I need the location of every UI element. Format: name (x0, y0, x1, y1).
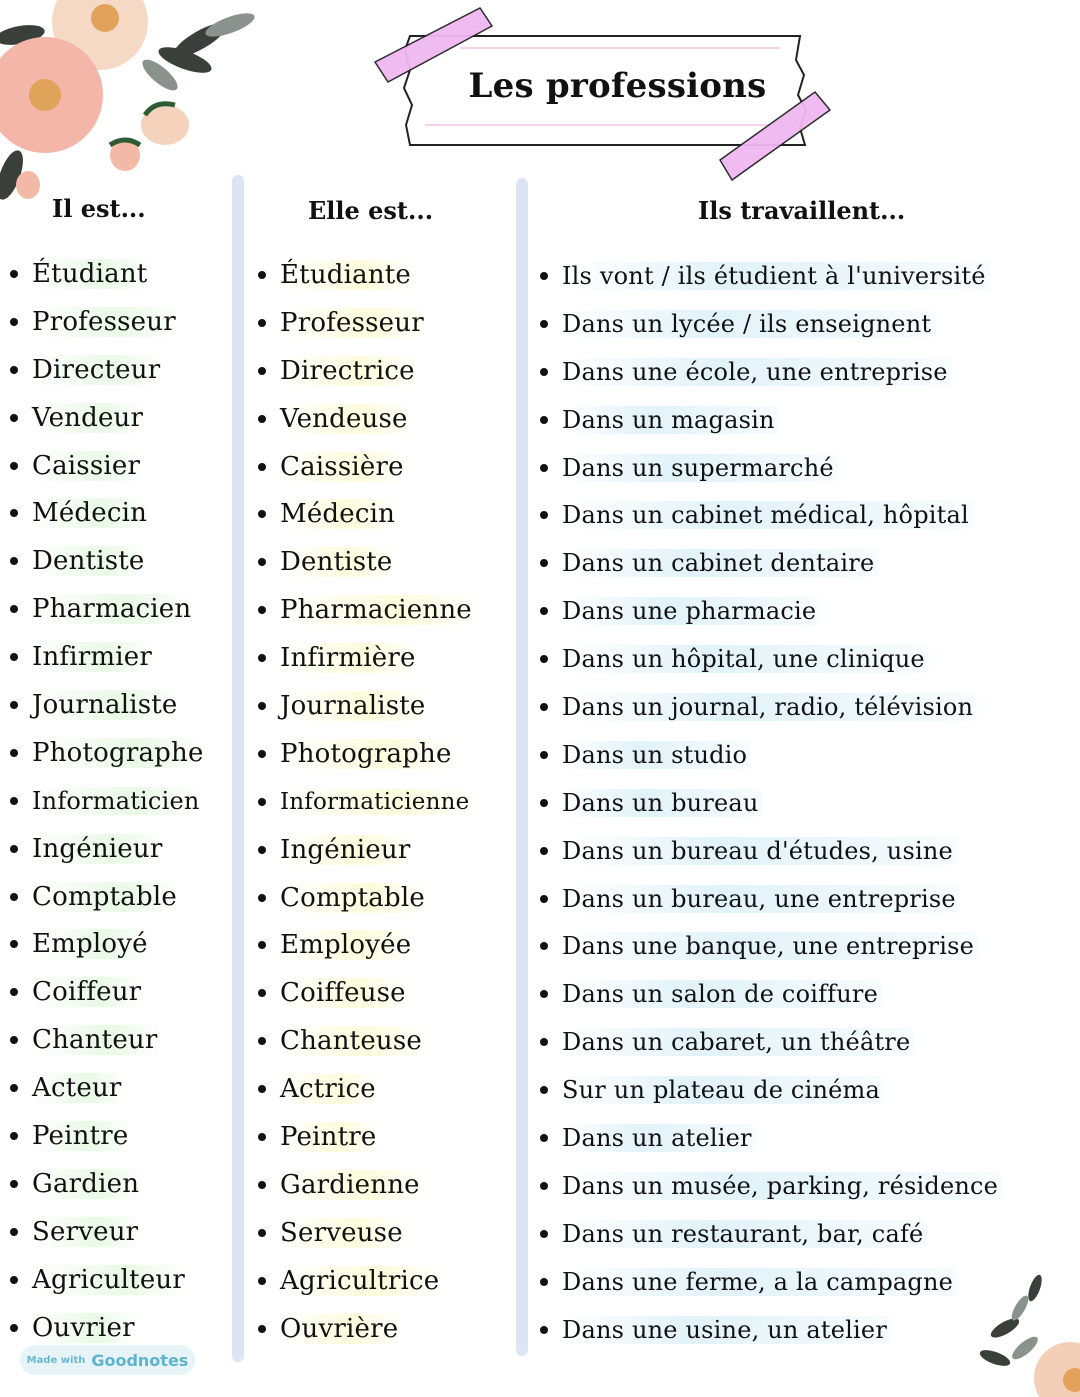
workplace-list (540, 252, 1002, 1353)
bullet-icon (10, 893, 18, 901)
list-item: Informaticien (10, 777, 208, 825)
list-item: Dentiste (258, 538, 476, 586)
list-item: Comptable (258, 874, 476, 922)
list-item: Journaliste (10, 681, 208, 729)
bullet-icon (540, 655, 548, 663)
bullet-icon (10, 701, 18, 709)
bullet-icon (258, 1133, 266, 1141)
list-item: Coiffeur (10, 968, 208, 1016)
bullet-icon (258, 463, 266, 471)
list-item: Étudiante (258, 251, 476, 299)
list-item: Dans un journal, radio, télévision (540, 683, 1002, 731)
bullet-icon (540, 464, 548, 472)
column-header-feminine: Elle est... (308, 196, 434, 225)
list-item: Ingénieur (10, 825, 208, 873)
list-item: Pharmacien (10, 585, 208, 633)
list-item: Gardien (10, 1160, 208, 1208)
bullet-icon (540, 847, 548, 855)
list-item: Infirmière (258, 634, 476, 682)
bullet-icon (540, 607, 548, 615)
bullet-icon (540, 368, 548, 376)
bullet-icon (540, 799, 548, 807)
bullet-icon (258, 1229, 266, 1237)
list-item: Journaliste (258, 682, 476, 730)
list-item: Comptable (10, 873, 208, 921)
bullet-icon (540, 320, 548, 328)
bullet-icon (258, 798, 266, 806)
bullet-icon (10, 653, 18, 661)
bullet-icon (258, 750, 266, 758)
list-item: Serveur (10, 1208, 208, 1256)
list-item: Coiffeuse (258, 969, 476, 1017)
list-item: Professeur (258, 299, 476, 347)
bullet-icon (258, 1325, 266, 1333)
list-item: Agricultrice (258, 1257, 476, 1305)
bullet-icon (540, 511, 548, 519)
made-with-goodnotes-badge (20, 1345, 195, 1375)
list-item: Agriculteur (10, 1256, 208, 1304)
list-item: Dans un musée, parking, résidence (540, 1162, 1002, 1210)
bullet-icon (258, 1181, 266, 1189)
list-item: Dans une usine, un atelier (540, 1306, 1002, 1354)
list-item: Dans un lycée / ils enseignent (540, 300, 1002, 348)
bullet-icon (258, 1037, 266, 1045)
list-item: Dans une école, une entreprise (540, 348, 1002, 396)
bullet-icon (10, 797, 18, 805)
list-item: Dans une pharmacie (540, 587, 1002, 635)
list-item: Dans un bureau (540, 779, 1002, 827)
bullet-icon (10, 318, 18, 326)
list-item: Acteur (10, 1064, 208, 1112)
bullet-icon (540, 942, 548, 950)
bullet-icon (258, 415, 266, 423)
bullet-icon (258, 367, 266, 375)
list-item: Vendeur (10, 394, 208, 442)
list-item: Photographe (10, 729, 208, 777)
list-item: Informaticienne (258, 778, 476, 826)
list-item: Ingénieur (258, 826, 476, 874)
bullet-icon (540, 1038, 548, 1046)
list-item: Vendeuse (258, 395, 476, 443)
bullet-icon (10, 749, 18, 757)
bullet-icon (258, 510, 266, 518)
list-item: Directeur (10, 346, 208, 394)
bullet-icon (258, 271, 266, 279)
list-item: Sur un plateau de cinéma (540, 1066, 1002, 1114)
list-item: Employé (10, 920, 208, 968)
bullet-icon (258, 702, 266, 710)
bullet-icon (540, 1230, 548, 1238)
list-item: Dans un restaurant, bar, café (540, 1210, 1002, 1258)
bullet-icon (10, 557, 18, 565)
column-divider-2 (516, 178, 528, 1356)
list-item: Photographe (258, 730, 476, 778)
bullet-icon (258, 941, 266, 949)
list-item: Dans un magasin (540, 396, 1002, 444)
badge-prefix: Made with (26, 1354, 86, 1366)
bullet-icon (258, 989, 266, 997)
feminine-list (258, 251, 476, 1352)
list-item: Peintre (10, 1112, 208, 1160)
bullet-icon (10, 1084, 18, 1092)
masculine-list (10, 250, 208, 1351)
bullet-icon (10, 988, 18, 996)
list-item: Dans un cabaret, un théâtre (540, 1018, 1002, 1066)
bullet-icon (258, 558, 266, 566)
bullet-icon (540, 1134, 548, 1142)
bullet-icon (10, 270, 18, 278)
bullet-icon (10, 1180, 18, 1188)
bullet-icon (540, 751, 548, 759)
bullet-icon (258, 894, 266, 902)
bullet-icon (258, 606, 266, 614)
bullet-icon (258, 1277, 266, 1285)
bullet-icon (540, 703, 548, 711)
list-item: Gardienne (258, 1161, 476, 1209)
bullet-icon (258, 654, 266, 662)
list-item: Étudiant (10, 250, 208, 298)
bullet-icon (10, 462, 18, 470)
bullet-icon (10, 940, 18, 948)
list-item: Dans un studio (540, 731, 1002, 779)
bullet-icon (258, 846, 266, 854)
list-item: Dans un atelier (540, 1114, 1002, 1162)
list-item: Employée (258, 921, 476, 969)
bullet-icon (540, 895, 548, 903)
bullet-icon (540, 1326, 548, 1334)
list-item: Ouvrière (258, 1305, 476, 1353)
list-item: Directrice (258, 347, 476, 395)
list-item: Médecin (10, 489, 208, 537)
list-item: Serveuse (258, 1209, 476, 1257)
list-item: Dans un salon de coiffure (540, 970, 1002, 1018)
badge-brand: Goodnotes (91, 1350, 189, 1370)
title-banner (360, 0, 840, 190)
bullet-icon (540, 559, 548, 567)
list-item: Ils vont / ils étudient à l'université (540, 252, 1002, 300)
list-item: Dans un supermarché (540, 444, 1002, 492)
column-divider-1 (232, 175, 244, 1362)
list-item: Chanteur (10, 1016, 208, 1064)
list-item: Professeur (10, 298, 208, 346)
bullet-icon (10, 605, 18, 613)
bullet-icon (10, 414, 18, 422)
list-item: Dans un cabinet dentaire (540, 539, 1002, 587)
list-item: Ouvrier (10, 1304, 208, 1352)
bullet-icon (10, 1036, 18, 1044)
list-item: Caissière (258, 443, 476, 491)
bullet-icon (258, 319, 266, 327)
list-item: Caissier (10, 442, 208, 490)
floral-decoration-top-left (0, 0, 270, 205)
list-item: Chanteuse (258, 1017, 476, 1065)
bullet-icon (10, 1228, 18, 1236)
list-item: Dans un bureau d'études, usine (540, 827, 1002, 875)
bullet-icon (540, 1182, 548, 1190)
bullet-icon (10, 1324, 18, 1332)
bullet-icon (540, 1278, 548, 1286)
bullet-icon (540, 990, 548, 998)
page-title: Les professions (468, 66, 767, 106)
bullet-icon (10, 509, 18, 517)
list-item: Pharmacienne (258, 586, 476, 634)
bullet-icon (10, 845, 18, 853)
bullet-icon (540, 416, 548, 424)
list-item: Médecin (258, 490, 476, 538)
list-item: Actrice (258, 1065, 476, 1113)
bullet-icon (540, 272, 548, 280)
list-item: Dans une banque, une entreprise (540, 922, 1002, 970)
bullet-icon (540, 1086, 548, 1094)
list-item: Dans une ferme, a la campagne (540, 1258, 1002, 1306)
list-item: Dentiste (10, 537, 208, 585)
list-item: Infirmier (10, 633, 208, 681)
list-item: Dans un bureau, une entreprise (540, 875, 1002, 923)
bullet-icon (258, 1085, 266, 1093)
column-header-masculine: Il est... (52, 194, 146, 223)
list-item: Dans un hôpital, une clinique (540, 635, 1002, 683)
list-item: Peintre (258, 1113, 476, 1161)
column-header-workplace: Ils travaillent... (698, 196, 906, 225)
bullet-icon (10, 1276, 18, 1284)
bullet-icon (10, 1132, 18, 1140)
bullet-icon (10, 366, 18, 374)
list-item: Dans un cabinet médical, hôpital (540, 491, 1002, 539)
